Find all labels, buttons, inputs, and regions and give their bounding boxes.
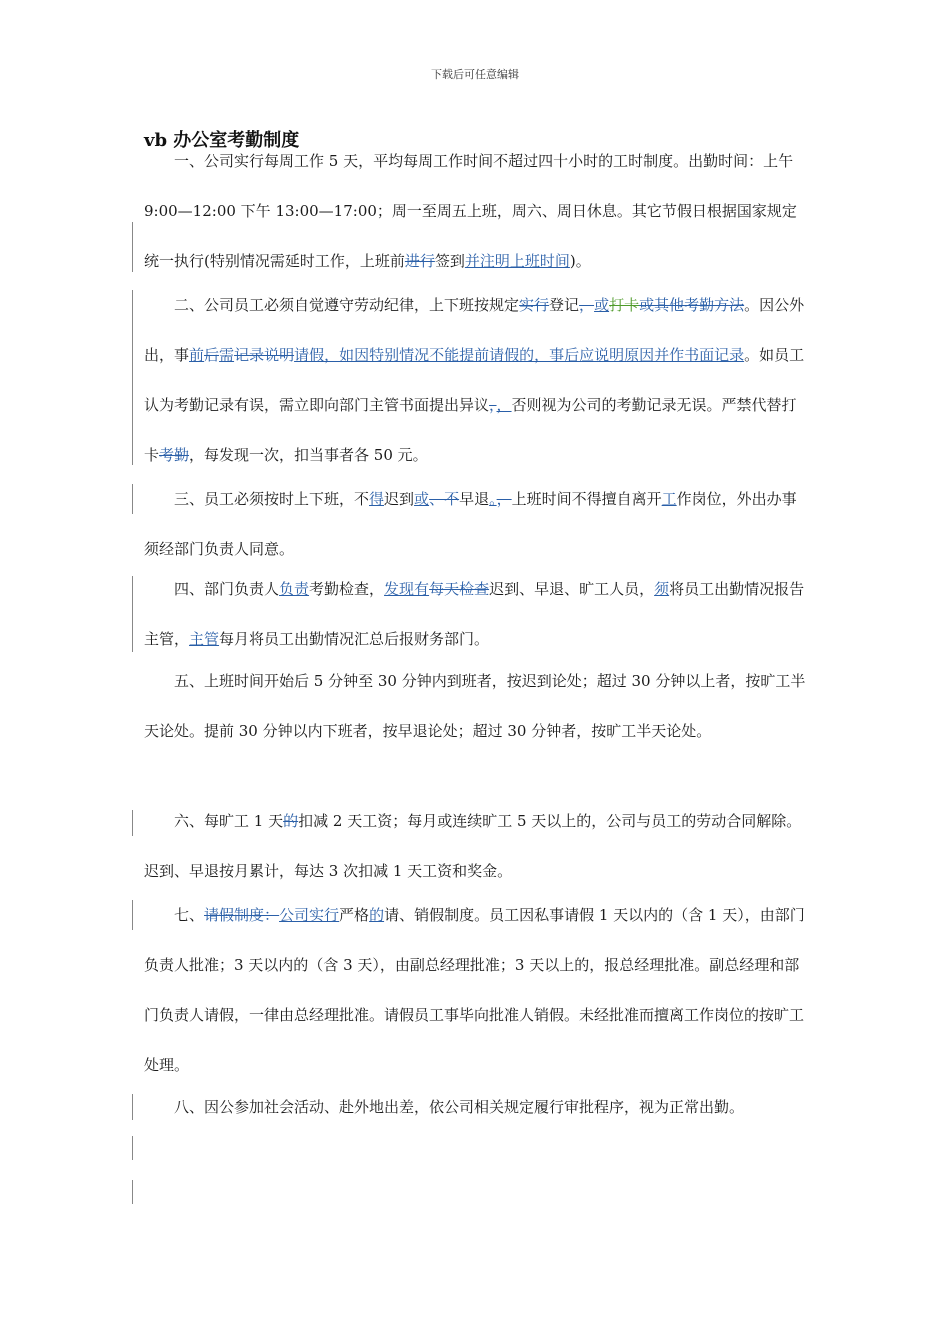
text-run: 。如员工认为考勤记录有误，需立即向部门主管书面提出异议 xyxy=(144,346,805,414)
text-run: 六、每旷工 1 天 xyxy=(174,812,284,830)
revision-bar xyxy=(132,484,133,514)
text-run: 请、销假制度。员工因私事请假 1 天以内的（含 1 天），由部门负责人批准；3 天以内的（含 3 天），由副总经理批准；3 天以上的，报总经理批准。副总经理和部门负责人请假，一律由总经理批准。请假员工事毕向批准人销假。未经批准而擅离工作岗位的按旷工处理。 xyxy=(144,906,805,1074)
inserted-text: 公司实行 xyxy=(279,906,340,924)
inserted-text: 前 xyxy=(189,346,205,364)
revision-bar xyxy=(132,1094,133,1120)
inserted-text: 需 xyxy=(219,346,235,364)
page-header: 下载后可任意编辑 xyxy=(431,68,519,81)
inserted-text: 得 xyxy=(369,490,385,508)
paragraph-8 xyxy=(144,1082,808,1132)
text-run: 每月将员工出勤情况汇总后报财务部门。 xyxy=(219,630,490,648)
inserted-text: 负责 xyxy=(279,580,310,598)
paragraph-3 xyxy=(144,474,808,574)
text-run: 登记 xyxy=(549,296,580,314)
inserted-text: 须 xyxy=(654,580,670,598)
text-run: 七、 xyxy=(174,906,205,924)
text-run: )。 xyxy=(569,252,591,270)
text-run: 迟到 xyxy=(384,490,415,508)
deleted-text: 、不 xyxy=(429,490,460,508)
revision-bar xyxy=(132,222,133,272)
inserted-text: 。 xyxy=(489,490,497,508)
deleted-text: 考勤 xyxy=(159,446,190,464)
text-run: 一、公司实行每周工作 5 天，平均每周工作时间不超过四十小时的工时制度。出勤时间：上午 9:00—12:00 下午 13:00—17:00；周一至周五上班，周六、周日休息。其它节假日根据国家规定统一执行(特别情况需延时工作，上班前 xyxy=(144,152,797,270)
deleted-text: 记录说明 xyxy=(234,346,295,364)
text-run: 迟到、早退、旷工人员， xyxy=(489,580,655,598)
paragraph-5 xyxy=(144,656,808,756)
text-run: 扣减 2 天工资；每月或连续旷工 5 天以上的，公司与员工的劳动合同解除。迟到、早退按月累计，每达 3 次扣减 1 天工资和奖金。 xyxy=(144,812,802,880)
text-run: 考勤检查， xyxy=(309,580,385,598)
inserted-text: 或 xyxy=(594,296,610,314)
text-run: 八、因公参加社会活动、赴外地出差，依公司相关规定履行审批程序，视为正常出勤。 xyxy=(174,1098,745,1116)
deleted-text: 实行 xyxy=(519,296,550,314)
deleted-text: 的 xyxy=(283,812,299,830)
text-run: ，每发现一次，扣当事者各 50 元。 xyxy=(189,446,428,464)
text-run: 否则视为公司的考勤记录无误。严禁代替打卡 xyxy=(144,396,797,464)
inserted-text: 发现有 xyxy=(384,580,430,598)
inserted-text: ， xyxy=(496,396,512,414)
deleted-text: ， xyxy=(489,396,497,414)
text-run: 二、公司员工必须自觉遵守劳动纪律，上下班按规定 xyxy=(174,296,520,314)
inserted-text: 的 xyxy=(369,906,385,924)
revision-bar xyxy=(132,576,133,652)
revision-bar xyxy=(132,290,133,465)
deleted-text: 每天检查 xyxy=(429,580,490,598)
text-run: 作岗位，外出办事须经部门负责人同意。 xyxy=(144,490,797,558)
revision-bar xyxy=(132,810,133,836)
paragraph-6 xyxy=(144,796,808,896)
text-run: 早退 xyxy=(459,490,490,508)
deleted-text: 后 xyxy=(204,346,220,364)
inserted-text: 或 xyxy=(414,490,430,508)
inserted-text: 并注明上班时间 xyxy=(464,252,570,270)
revision-bar xyxy=(132,1136,133,1160)
paragraph-7 xyxy=(144,890,808,1090)
document-title: vb 办公室考勤制度 xyxy=(144,130,300,151)
inserted-text: 工 xyxy=(661,490,677,508)
text-run: 上班时间不得擅自离开 xyxy=(511,490,662,508)
text-run: 签到 xyxy=(434,252,465,270)
paragraph-4 xyxy=(144,564,808,664)
revision-bar xyxy=(132,1180,133,1204)
deleted-text: ， xyxy=(579,296,595,314)
deleted-text: 或其他考勤方法 xyxy=(639,296,745,314)
paragraph-1 xyxy=(144,136,808,286)
deleted-text: 进行 xyxy=(404,252,435,270)
deleted-text: ， xyxy=(496,490,512,508)
inserted-text: 主管 xyxy=(189,630,220,648)
text-run: 五、上班时间开始后 5 分钟至 30 分钟内到班者，按迟到论处；超过 30 分钟以上者，按旷工半天论处。提前 30 分钟以内下班者，按早退论处；超过 30 分钟者，按旷工半天论处。 xyxy=(144,672,806,740)
text-run: 。因公外出，事 xyxy=(144,296,805,364)
deleted-text: 打卡 xyxy=(609,296,640,314)
paragraph-2 xyxy=(144,280,808,480)
text-run: 四、部门负责人 xyxy=(174,580,280,598)
text-run: 将员工出勤情况报告主管， xyxy=(144,580,805,648)
deleted-text: 请假制度： xyxy=(204,906,280,924)
text-run: 三、员工必须按时上下班，不 xyxy=(174,490,370,508)
text-run: 严格 xyxy=(339,906,370,924)
inserted-text: 请假，如因特别情况不能提前请假的，事后应说明原因并作书面记录 xyxy=(294,346,745,364)
revision-bar xyxy=(132,900,133,930)
